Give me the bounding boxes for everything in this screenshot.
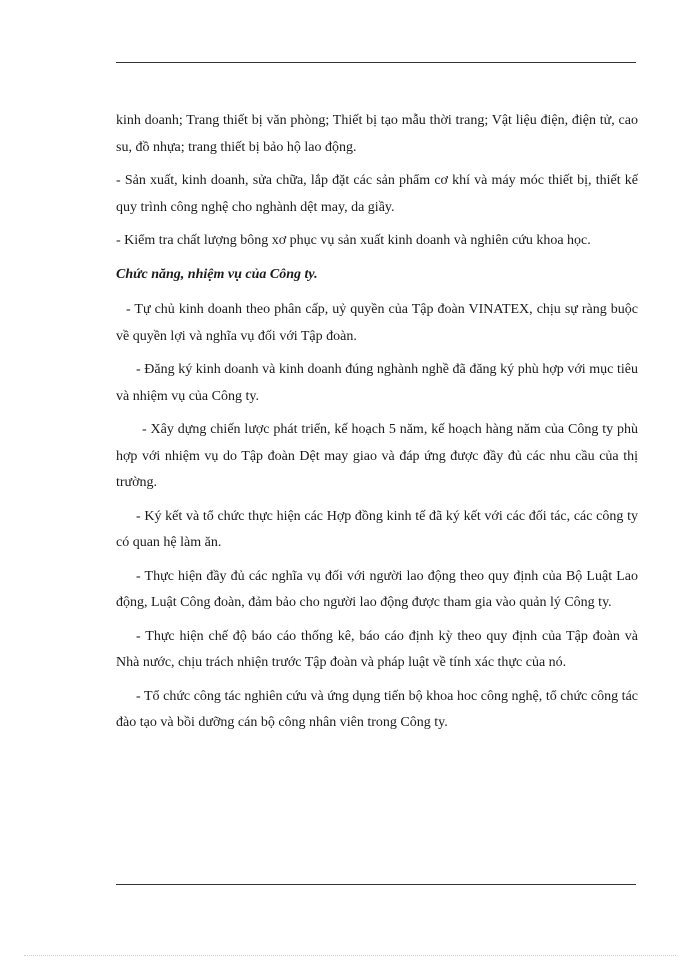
document-body: [116, 108, 638, 744]
duty-item: - Tự chủ kinh doanh theo phân cấp, uỷ quyền của Tập đoàn VINATEX, chịu sự ràng buộc về quyền lợi và nghĩa vụ đối với Tập đoàn.: [116, 302, 638, 344]
section-heading: Chức năng, nhiệm vụ của Công ty.: [116, 266, 318, 282]
duty-item: - Tổ chức công tác nghiên cứu và ứng dụng tiến bộ khoa hoc công nghệ, tổ chức công tác đào tạo và bồi dưỡng cán bộ công nhân viên trong Công ty.: [116, 688, 638, 730]
paragraph-manufacturing: - Sản xuất, kinh doanh, sửa chữa, lắp đặt các sản phẩm cơ khí và máy móc thiết bị, thiết kế quy trình công nghệ cho nghành dệt may, da giầy.: [116, 173, 638, 215]
footer-rule: [116, 884, 636, 885]
header-rule: [116, 62, 636, 63]
page-bottom-edge: [24, 955, 676, 956]
duty-item: - Ký kết và tổ chức thực hiện các Hợp đồng kinh tế đã ký kết với các đối tác, các công ty có quan hệ làm ăn.: [116, 508, 638, 550]
duty-item: - Xây dựng chiến lược phát triển, kế hoạch 5 năm, kế hoạch hàng năm của Công ty phù hợp với nhiệm vụ do Tập đoàn Dệt may giao và đáp ứng được đầy đủ các nhu cầu của thị trường.: [116, 422, 638, 490]
duty-item: - Thực hiện chế độ báo cáo thống kê, báo cáo định kỳ theo quy định của Tập đoàn và Nhà nước, chịu trách nhiện trước Tập đoàn và pháp luật về tính xác thực của nó.: [116, 628, 638, 670]
duty-item: - Đăng ký kinh doanh và kinh doanh đúng nghành nghề đã đăng ký phù hợp với mục tiêu và nhiệm vụ của Công ty.: [116, 362, 638, 404]
paragraph-business-lines: kinh doanh; Trang thiết bị văn phòng; Thiết bị tạo mẫu thời trang; Vật liệu điện, điện tử, cao su, đồ nhựa; trang thiết bị bảo hộ lao động.: [116, 113, 638, 155]
paragraph-quality-control: - Kiểm tra chất lượng bông xơ phục vụ sản xuất kinh doanh và nghiên cứu khoa học.: [116, 233, 591, 248]
duty-item: - Thực hiện đầy đủ các nghĩa vụ đối với người lao động theo quy định của Bộ Luật Lao động, Luật Công đoàn, đảm bảo cho người lao động được tham gia vào quản lý Công ty.: [116, 568, 638, 610]
